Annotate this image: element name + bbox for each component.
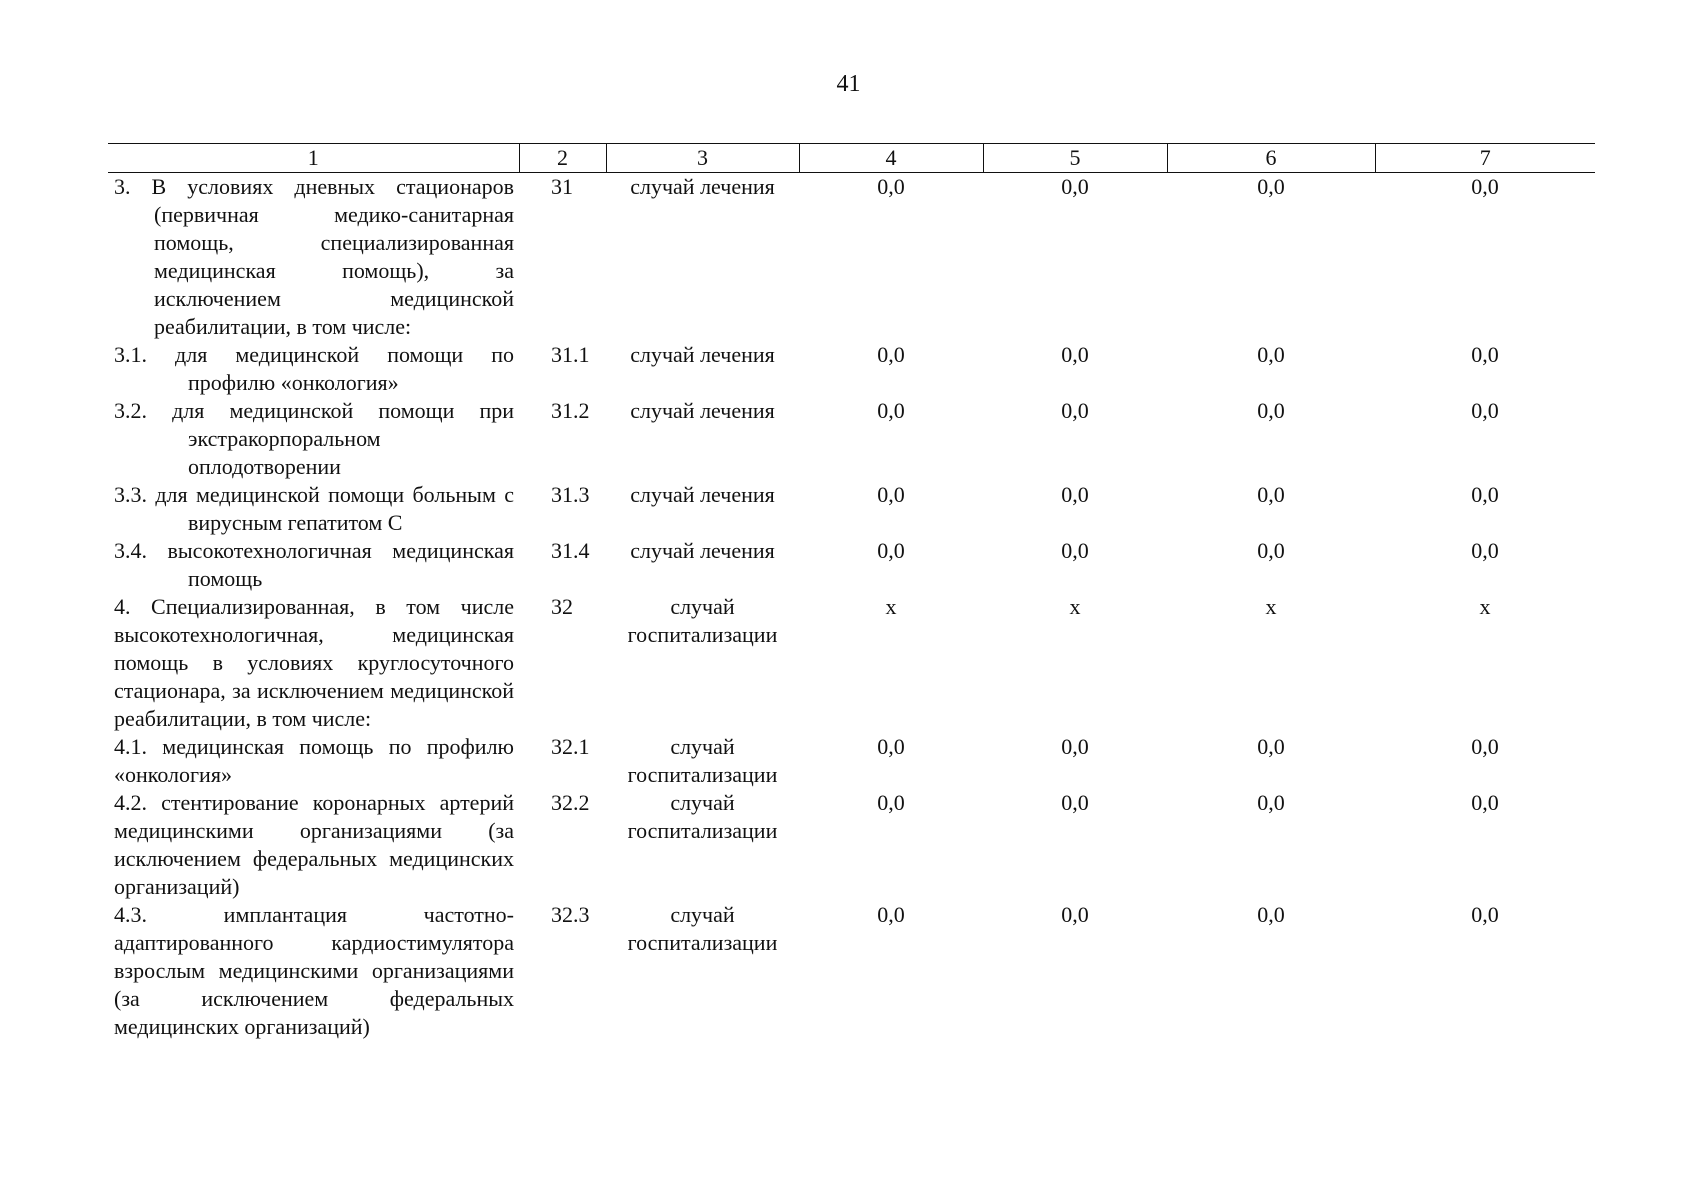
row-value-6: 0,0 (1257, 538, 1285, 563)
row-value-6: 0,0 (1257, 734, 1285, 759)
row-name: 4.2. стентирование коронарных артерий медицинскими организациями (за исключением федеральных медицинских организаций) (114, 790, 514, 899)
row-name: 3.3. для медицинской помощи больным с вирусным гепатитом С (114, 482, 514, 535)
row-value-7: 0,0 (1471, 174, 1499, 199)
header-col-3: 3 (606, 144, 799, 173)
row-value-7: 0,0 (1471, 734, 1499, 759)
row-value-5: 0,0 (1061, 398, 1089, 423)
row-value-5: 0,0 (1061, 734, 1089, 759)
row-value-4: 0,0 (877, 790, 905, 815)
row-value-6: 0,0 (1257, 790, 1285, 815)
row-name-cell (108, 481, 519, 537)
row-name-cell (108, 593, 519, 733)
row-unit: случай госпитализации (627, 734, 778, 787)
row-code: 32 (551, 594, 573, 619)
row-unit: случай лечения (630, 538, 775, 563)
row-unit: случай госпитализации (627, 594, 778, 647)
row-code: 32.1 (551, 734, 590, 759)
header-row (108, 144, 1595, 173)
data-table (108, 143, 1595, 1041)
row-unit: случай лечения (630, 342, 775, 367)
row-value-5: 0,0 (1061, 538, 1089, 563)
row-name-cell (108, 733, 519, 789)
row-value-5: 0,0 (1061, 342, 1089, 367)
row-value-4: 0,0 (877, 482, 905, 507)
page-number: 41 (836, 71, 861, 97)
row-value-6: 0,0 (1257, 398, 1285, 423)
row-value-7: 0,0 (1471, 342, 1499, 367)
row-value-5: 0,0 (1061, 790, 1089, 815)
table-body (108, 173, 1595, 1042)
table-row (108, 901, 1595, 1041)
header-col-4: 4 (799, 144, 983, 173)
row-value-6: 0,0 (1257, 482, 1285, 507)
row-value-7: 0,0 (1471, 538, 1499, 563)
row-unit: случай лечения (630, 174, 775, 199)
row-code: 32.2 (551, 790, 590, 815)
table-row (108, 397, 1595, 481)
table-header (108, 144, 1595, 173)
header-col-1: 1 (108, 144, 519, 173)
row-code: 31.1 (551, 342, 590, 367)
row-name: 4. Специализированная, в том числе высокотехнологичная, медицинская помощь в условиях круглосуточного стационара, за исключением медицинской реабилитации, в том числе: (114, 594, 514, 731)
row-name-cell (108, 397, 519, 481)
row-name: 3.4. высокотехнологичная медицинская помощь (114, 538, 514, 591)
row-value-5: 0,0 (1061, 902, 1089, 927)
row-value-4: х (885, 594, 897, 619)
row-value-4: 0,0 (877, 174, 905, 199)
row-unit: случай госпитализации (627, 790, 778, 843)
row-name-cell (108, 537, 519, 593)
row-name-cell (108, 341, 519, 397)
header-col-5: 5 (983, 144, 1167, 173)
header-col-6: 6 (1167, 144, 1375, 173)
row-value-7: х (1479, 594, 1491, 619)
row-code: 31.2 (551, 398, 590, 423)
row-name: 3.2. для медицинской помощи при экстракорпоральном оплодотворении (114, 398, 514, 479)
row-value-6: 0,0 (1257, 902, 1285, 927)
header-col-2: 2 (519, 144, 606, 173)
table-row (108, 789, 1595, 901)
row-value-5: 0,0 (1061, 482, 1089, 507)
row-code: 31.3 (551, 482, 590, 507)
table-row (108, 481, 1595, 537)
row-value-4: 0,0 (877, 342, 905, 367)
row-value-6: 0,0 (1257, 174, 1285, 199)
row-value-7: 0,0 (1471, 398, 1499, 423)
table-row (108, 593, 1595, 733)
row-value-5: х (1069, 594, 1081, 619)
table-row (108, 173, 1595, 342)
row-name-cell (108, 901, 519, 1041)
row-name: 4.3. имплантация частотно-адаптированного кардиостимулятора взрослым медицинскими организациями (за исключением федеральных медицинских организаций) (114, 902, 514, 1039)
row-unit: случай лечения (630, 398, 775, 423)
table-row (108, 733, 1595, 789)
row-value-6: 0,0 (1257, 342, 1285, 367)
row-value-6: х (1265, 594, 1277, 619)
row-value-5: 0,0 (1061, 174, 1089, 199)
row-value-4: 0,0 (877, 734, 905, 759)
row-unit: случай лечения (630, 482, 775, 507)
row-code: 32.3 (551, 902, 590, 927)
row-value-4: 0,0 (877, 902, 905, 927)
row-name: 3.1. для медицинской помощи по профилю «онкология» (114, 342, 514, 395)
row-name: 3. В условиях дневных стационаров (первичная медико-санитарная помощь, специализированная медицинская помощь), за исключением медицинской реабилитации, в том числе: (114, 174, 514, 339)
row-unit: случай госпитализации (627, 902, 778, 955)
row-value-7: 0,0 (1471, 482, 1499, 507)
row-name-cell (108, 173, 519, 342)
header-col-7: 7 (1375, 144, 1595, 173)
table-row (108, 537, 1595, 593)
table-row (108, 341, 1595, 397)
row-value-7: 0,0 (1471, 902, 1499, 927)
row-value-7: 0,0 (1471, 790, 1499, 815)
row-value-4: 0,0 (877, 538, 905, 563)
row-name: 4.1. медицинская помощь по профилю «онкология» (114, 734, 514, 787)
row-value-4: 0,0 (877, 398, 905, 423)
row-code: 31 (551, 174, 573, 199)
row-name-cell (108, 789, 519, 901)
row-code: 31.4 (551, 538, 590, 563)
